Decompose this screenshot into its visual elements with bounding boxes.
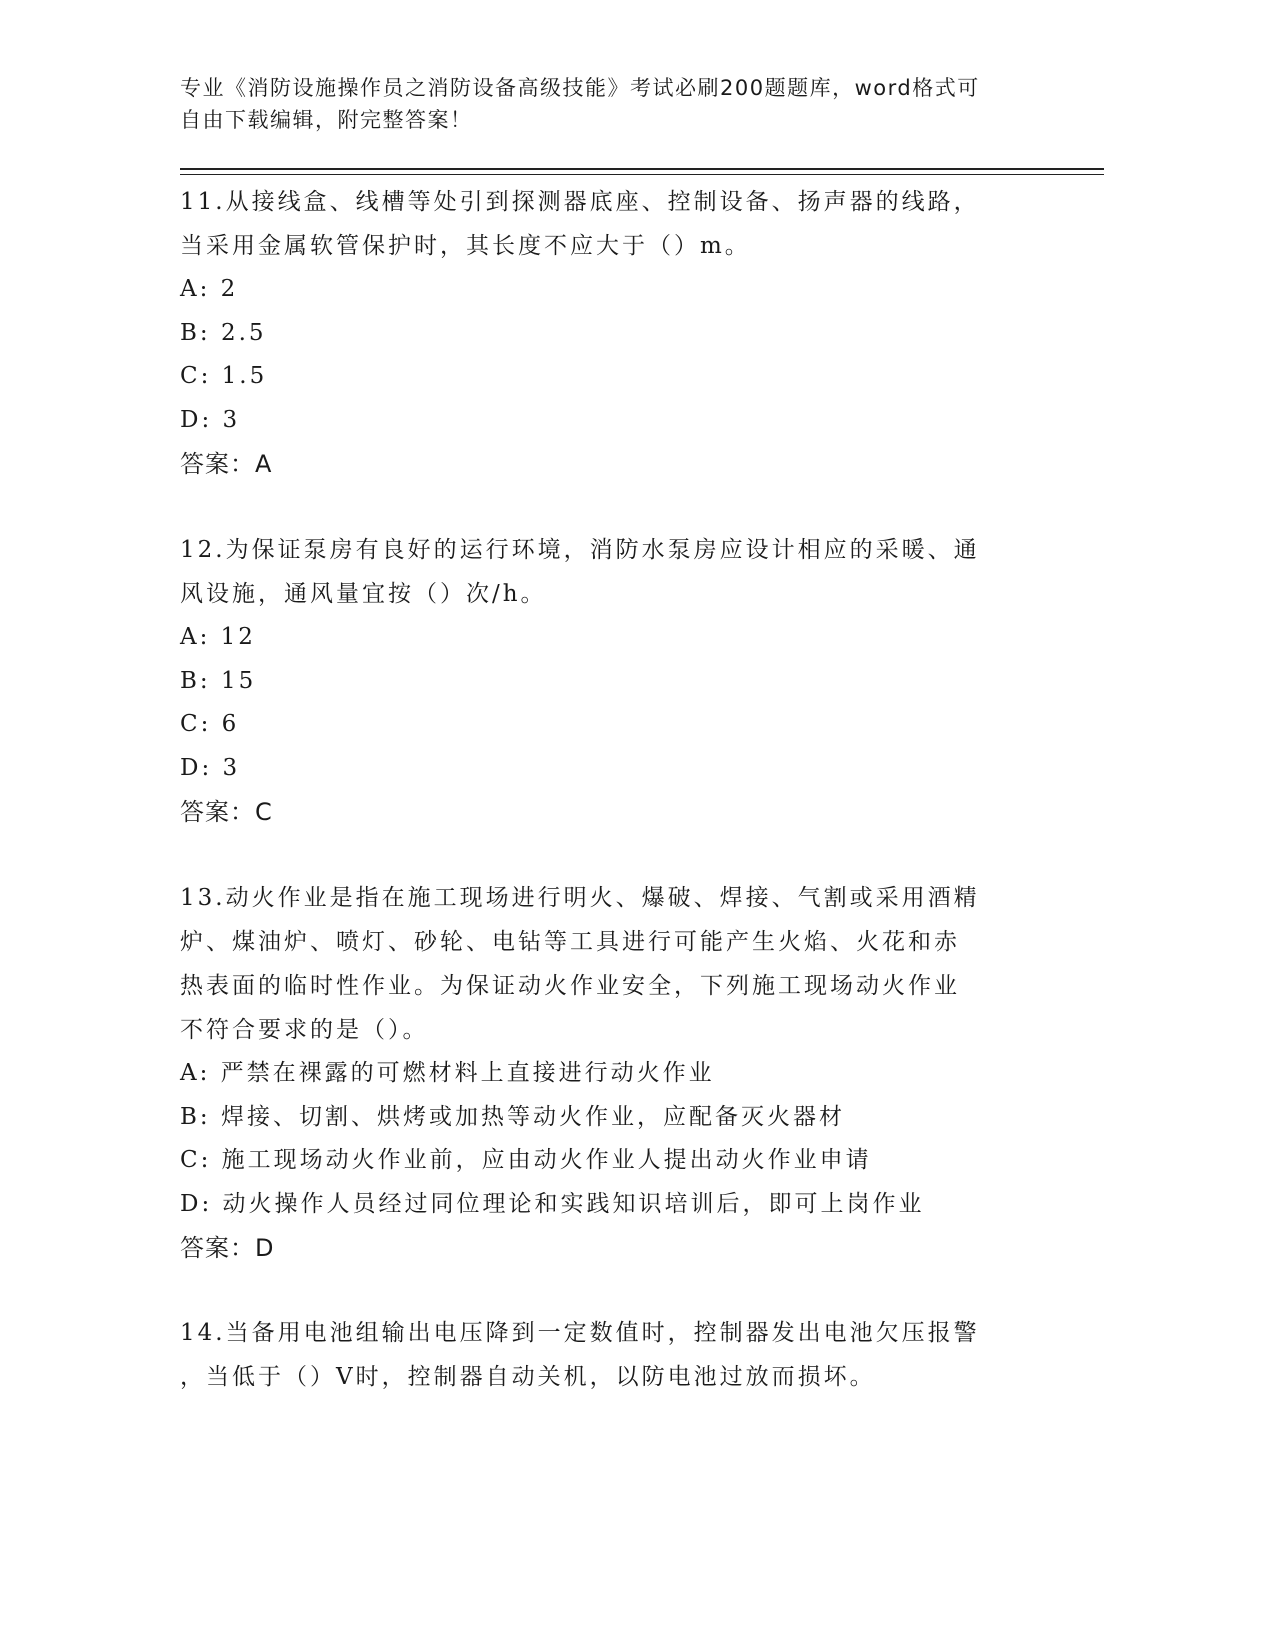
option-a: A: 严禁在裸露的可燃材料上直接进行动火作业	[180, 1060, 715, 1086]
header-divider-thick	[180, 168, 1104, 170]
option-c: C: 1.5	[180, 363, 268, 389]
option-b: B: 15	[180, 667, 257, 694]
question-stem-line: 14.当备用电池组输出电压降到一定数值时，控制器发出电池欠压报警	[180, 1320, 980, 1346]
question-stem-line: 12.为保证泵房有良好的运行环境，消防水泵房应设计相应的采暖、通	[180, 537, 980, 563]
answer: 答案：A	[180, 450, 273, 478]
option-d: D: 3	[180, 406, 241, 433]
header-divider-thin	[180, 174, 1104, 175]
option-c: C: 施工现场动火作业前，应由动火作业人提出动火作业申请	[180, 1147, 872, 1173]
question-stem-line: 11.从接线盒、线槽等处引到探测器底座、控制设备、扬声器的线路，	[180, 189, 980, 215]
option-b: B: 焊接、切割、烘烤或加热等动火作业，应配备灭火器材	[180, 1103, 845, 1130]
question-stem-line: 13.动火作业是指在施工现场进行明火、爆破、焊接、气割或采用酒精	[180, 885, 980, 911]
question-14	[180, 1311, 1060, 1399]
question-12	[180, 528, 1060, 834]
option-b: B: 2.5	[180, 319, 267, 346]
header-line-2: 自由下载编辑，附完整答案！	[180, 108, 473, 132]
question-stem-line: 炉、煤油炉、喷灯、砂轮、电钻等工具进行可能产生火焰、火花和赤	[180, 929, 960, 955]
question-stem-line: 当采用金属软管保护时，其长度不应大于（）m。	[180, 233, 751, 259]
question-stem-line: ，当低于（）V时，控制器自动关机，以防电池过放而损坏。	[180, 1364, 876, 1390]
answer: 答案：C	[180, 798, 273, 826]
option-d: D: 动火操作人员经过同位理论和实践知识培训后，即可上岗作业	[180, 1190, 925, 1217]
option-a: A: 2	[180, 276, 239, 302]
question-13	[180, 876, 1060, 1270]
document-header	[180, 72, 1040, 136]
header-line-1: 专业《消防设施操作员之消防设备高级技能》考试必刷200题题库，word格式可	[180, 76, 980, 100]
question-11	[180, 180, 1060, 486]
question-stem-line: 风设施，通风量宜按（）次/h。	[180, 581, 547, 607]
question-stem-line: 不符合要求的是（）。	[180, 1017, 429, 1043]
option-c: C: 6	[180, 711, 240, 737]
option-a: A: 12	[180, 624, 256, 650]
answer: 答案：D	[180, 1234, 275, 1262]
question-stem-line: 热表面的临时性作业。为保证动火作业安全，下列施工现场动火作业	[180, 973, 960, 999]
option-d: D: 3	[180, 754, 241, 781]
